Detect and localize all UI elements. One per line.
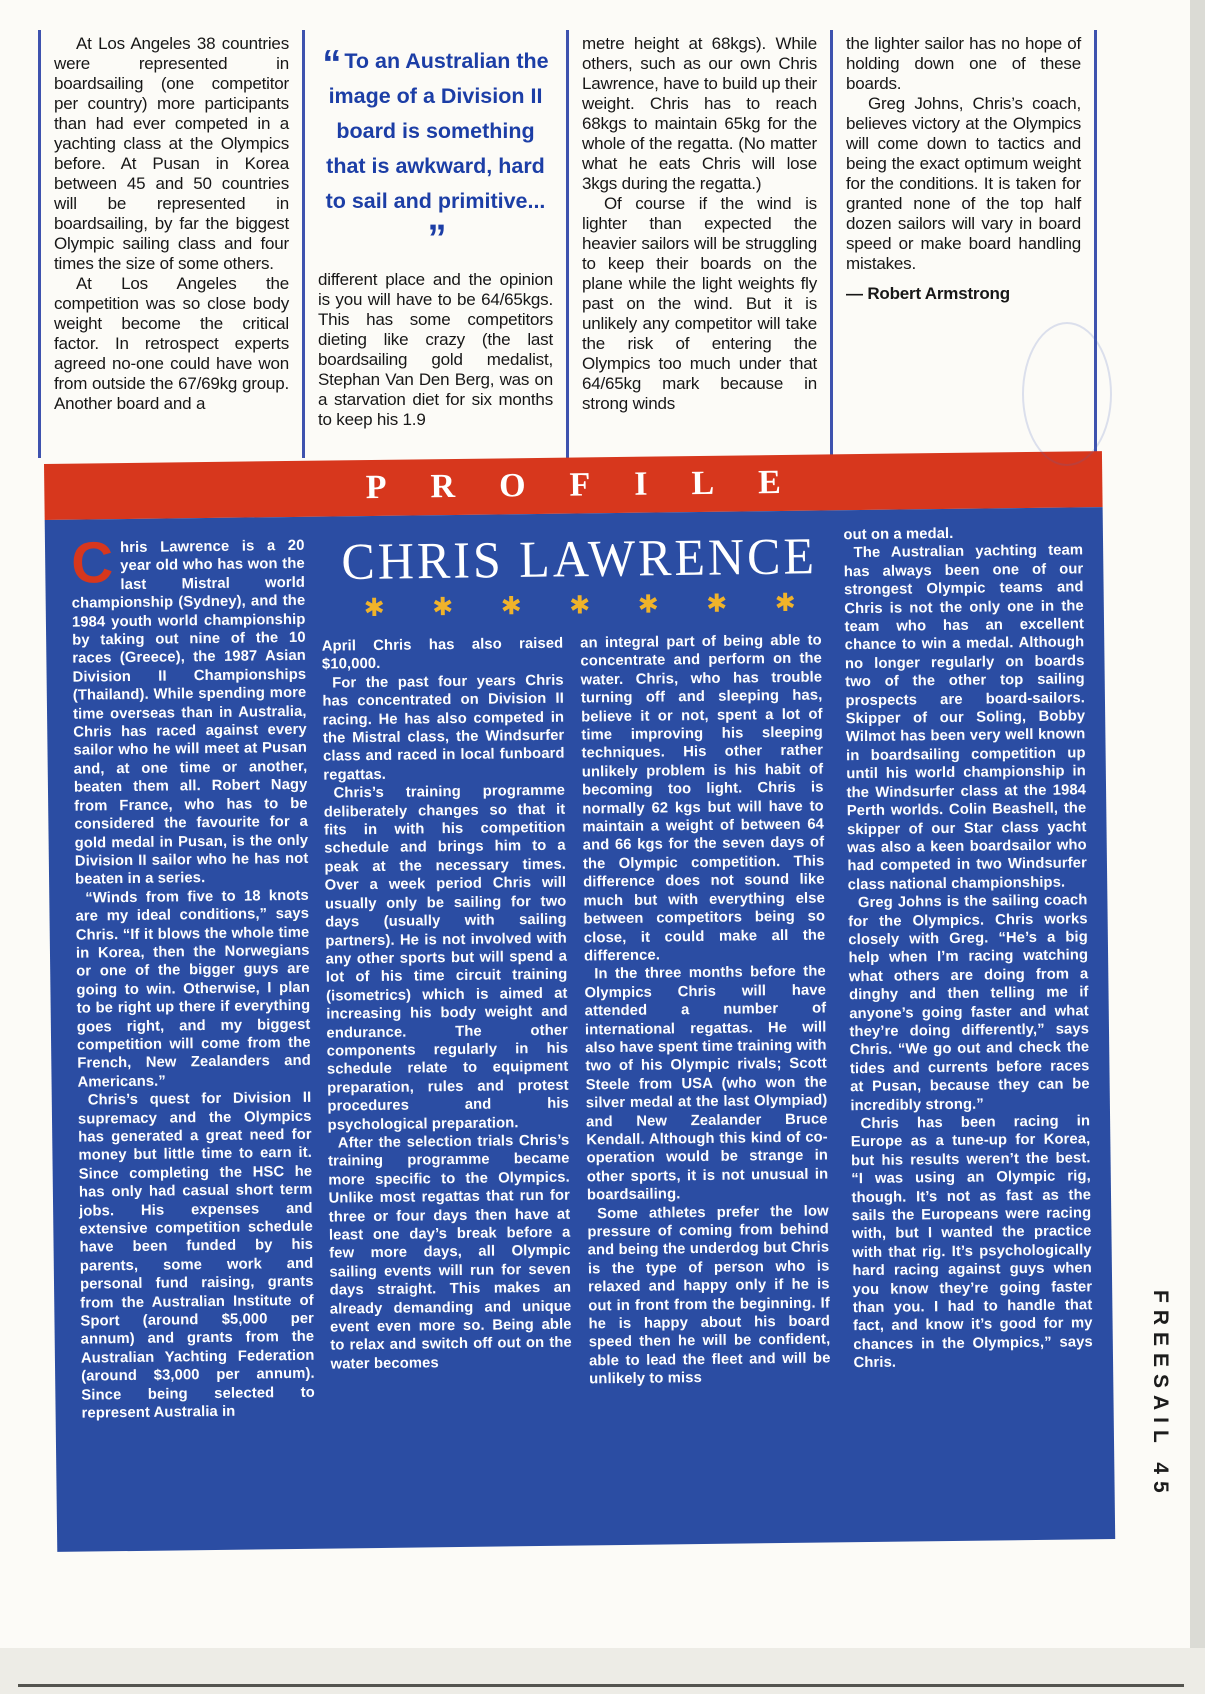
profile-body [45, 507, 1116, 1552]
paragraph: The Australian yachting team has always been one of our strongest Olympic teams and Chris is not the only one in the team who has an excellent chance to win a medal. Although no longer regularly on boards two of the other top sailing prospects are board-sailors. Skipper of our Soling, Bobby Wilmot has been very well known in boardsailing competition up until his world championship in the Windsurfer class at the 1984 Perth worlds. Colin Beashell, the skipper of our Star class yacht was also a keen boardsailor who had competed in two Windsurfer class national championships. [843, 542, 1088, 893]
scan-edge-bottom [0, 1648, 1205, 1694]
paragraph-text: hris Lawrence is a 20 year old who has won the last Mistral world championship (Sydney), and the 1984 youth world championship by taking out nine of the 10 races (Greece), the 1987 Asian Division II Championships (Thailand). While spending more time overseas than in Australia, Chris has raced against every sailor who he will meet at Pusan and, at one time or another, beaten them all. Robert Nagy from France, who has to be considered the favourite for a gold medal in Pusan, is the only Division II sailor who he has not beaten in a series. [71, 537, 309, 888]
scan-edge-right [1190, 0, 1205, 1694]
pull-quote [318, 34, 553, 270]
star-icon: ✱ [432, 593, 454, 622]
star-icon: ✱ [500, 592, 522, 621]
magazine-name-and-page: FREESAIL 45 [1149, 1290, 1172, 1500]
paragraph: different place and the opinion is you will have to be 64/65kgs. This has some competitors dieting like crazy (the last boardsailing gold medalist, Stephan Van Den Berg, was on a starvation diet for six months to keep his 1.9 [318, 270, 553, 429]
star-icon: ✱ [569, 591, 591, 620]
paragraph: Greg Johns is the sailing coach for the Olympics. Chris works closely with Greg. “He’s a big help when I’m racing watching what others are doing from a dinghy and then telling me if anyone’s going faster and what they’re doing differently,” says Chris. “We go out and check the tides and currents before races at Pusan, because they can be incredibly strong.” [848, 892, 1090, 1114]
paragraph: Chris’s quest for Division II supremacy and the Olympics has generated a great need for money but little time to earn it. Since completing the HSC he has only had casual short term jobs. His expenses and extensive competition schedule have been funded by his parents, some work and personal fund raising, grants from the Australian Institute of Sport (around $5,000 per annum) and grants from the Australian Yachting Federation (around $3,000 per annum). Since being selected to represent Australia in [77, 1089, 315, 1422]
paragraph [70, 530, 309, 890]
byline: — Robert Armstrong [846, 284, 1010, 303]
paragraph: April Chris has also raised $10,000. [321, 635, 564, 674]
profile-title: CHRIS LAWRENCE [341, 526, 818, 591]
paragraph: At Los Angeles 38 countries were represented in boardsailing (one competitor per country) more participants than had ever competed in a yachting class at the Olympics before. At Pusan in Korea between 45 and 50 countries will be represented in boardsailing, by far the biggest Olympic sailing class and four times the size of some others. [54, 34, 289, 273]
star-icon: ✱ [774, 588, 796, 618]
star-icon: ✱ [706, 589, 728, 618]
paragraph: the lighter sailor has no hope of holding down one of these boards. [846, 34, 1081, 93]
intro-article [38, 30, 1097, 458]
profile-column-1 [71, 531, 333, 1552]
paragraph: Chris has been racing in Europe as a tune-up for Korea, but his results weren’t the best. “I was using an Olympic rig, though. It’s not as fast as the sails the Europeans were racing with, but I wanted the practice with that rig. It’s psychologically hard racing against guys when you know they’re going faster than you. I had to handle that fact, and know it’s good for my chances in the Olympics,” says Chris. [850, 1113, 1093, 1372]
profile-column-4 [837, 521, 1095, 1542]
star-icon: ✱ [637, 590, 659, 619]
star-icon: ✱ [363, 593, 385, 623]
paragraph: At Los Angeles the competition was so close body weight become the critical factor. In retrospect experts agreed no-one could have won from outside the 67/69kg group. Another board and a [54, 274, 289, 413]
paragraph: In the three months before the Olympics Chris will have attended a number of international regattas. He will also have spent time training with two of his Olympic rivals; Scott Steele from USA (who won the silver medal at the last Olympiad) and New Zealander Bruce Kendall. Although this kind of co-operation would be strange in other sports, it is not unusual in boardsailing. [584, 963, 829, 1204]
article-column-3 [566, 30, 830, 458]
faint-sketch-circle [1022, 322, 1112, 466]
close-quote-icon: ” [427, 218, 444, 260]
scan-edge-line [18, 1684, 1184, 1687]
profile-column-3 [580, 631, 848, 1389]
profile-section [44, 451, 1115, 1552]
pull-quote-text: To an Australian the image of a Division II board is something that is awkward, hard to sail and primitive... [325, 49, 549, 213]
paragraph: Chris’s training programme deliberately changes so that it fits in with his competition schedule and brings him to a peak at the necessary times. Over a week period Chris will usually only be sailing for two days (usually with sailing partners). He is not involved with any other sports but will spend a lot of his time circuit training (isometrics) which is aimed at increasing his body weight and endurance. The other components regularly in his schedule relate to equipment preparation, rules and protest procedures and his psychological preparation. [323, 782, 569, 1134]
drop-cap: C [70, 530, 114, 596]
paragraph: Of course if the wind is lighter than expected the heavier sailors will be struggling to keep their boards on the plane while the light weights fly past on the wind. But it is unlikely any competitor will take the risk of entering the Olympics too much under that 64/65kg mark because in strong winds [582, 194, 817, 413]
profile-middle [320, 524, 849, 1548]
paragraph: “Winds from five to 18 knots are my ideal conditions,” says Chris. “If it blows the whole time in Korea, then the Norwegians or one of the bigger guys are going to win. Otherwise, I plan to be right up there if everything goes right, and my biggest competition will come from the French, New Zealanders and Americans.” [75, 887, 311, 1091]
profile-column-2 [322, 634, 590, 1392]
open-quote-icon: “ [322, 43, 339, 85]
paragraph: Greg Johns, Chris’s coach, believes victory at the Olympics will come down to tactics and being the exact optimum weight for the conditions. It is taken for granted none of the top half dozen sailors will vary in board speed or make board handling mistakes. [846, 94, 1081, 273]
paragraph: out on a medal. [843, 525, 954, 544]
star-divider [363, 588, 796, 623]
paragraph: For the past four years Chris has concentrated on Division II racing. He has also competed in the Mistral class, the Windsurfer class and raced in local funboard regattas. [322, 672, 565, 784]
page-folio-vertical [1148, 1290, 1172, 1500]
paragraph: After the selection trials Chris’s training programme became more specific to the Olympics. Unlike most regattas that run for three or four days then have at least one day’s break before a few more days, all Olympic sailing events will run for seven days straight. This makes an already demanding and unique event even more so. Being able to relax and switch off out on the water becomes [327, 1132, 572, 1373]
paragraph: metre height at 68kgs). While others, such as our own Chris Lawrence, have to build up their weight. Chris has to reach 68kgs to maintain 65kg for the whole of the regatta. (No matter what he eats Chris will lose 3kgs during the regatta.) [582, 34, 817, 193]
paragraph: an integral part of being able to concentrate and perform on the water. Chris, who has trouble turning off and sleeping has, believe it or not, spent a lot of time improving his sleeping techniques. His other rather unlikely problem is his habit of becoming too light. Chris is normally 62 kgs but will have to maintain a weight of between 64 and 66 kgs for the seven days of the Olympic competition. This difference does not sound like much but with everything else between competitors being so close, it could make all the difference. [580, 632, 826, 965]
paragraph: Some athletes prefer the low pressure of coming from behind and being the underdog but Chris is the type of person who is relaxed and happy only if he is out in front from the beginning. If he is happy about his board speed then he will be confident, able to lead the fleet and will be unlikely to miss [587, 1203, 831, 1388]
article-column-1 [38, 30, 302, 458]
profile-banner-label: PROFILE [365, 463, 826, 507]
article-column-2 [302, 30, 566, 458]
